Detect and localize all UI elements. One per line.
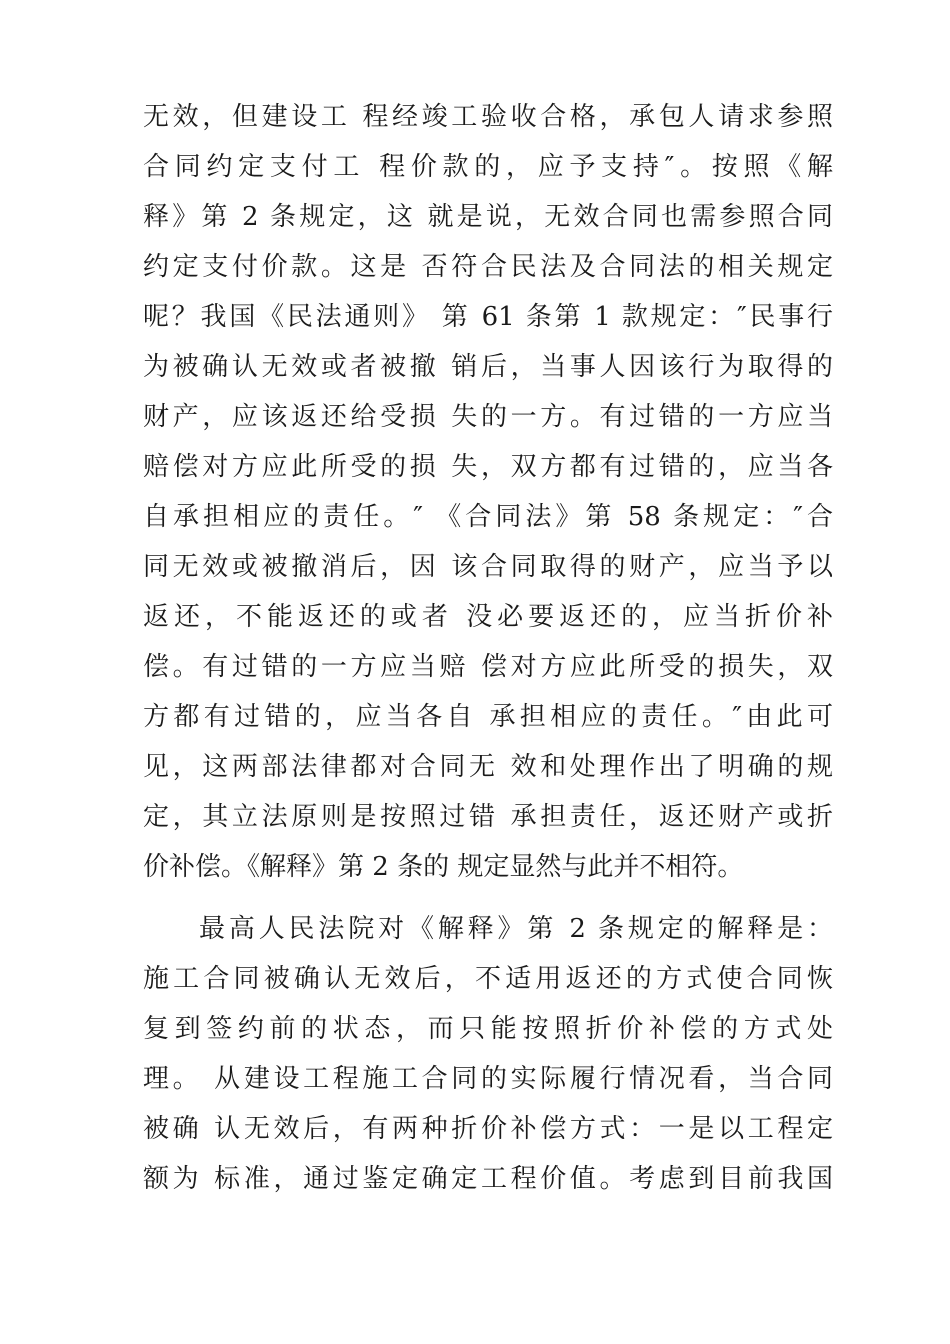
paragraph-1 (143, 92, 833, 892)
text-line: 理。 从建设工程施工合同的实际履行情况看，当合同 (143, 1064, 833, 1094)
body-text (143, 92, 833, 1204)
text-line: 返还，不能返还的或者 没必要返还的，应当折价补 (143, 602, 833, 632)
paragraph-2 (143, 904, 833, 1204)
text-line: 为被确认无效或者被撤 销后，当事人因该行为取得的 (143, 352, 833, 382)
text-line: 额为 标准，通过鉴定确定工程价值。考虑到目前我国 (143, 1164, 833, 1194)
paragraph-gap (143, 892, 833, 904)
text-line: 价补偿。《解释》第 2 条的 规定显然与此并不相符。 (143, 852, 744, 882)
text-line: 方都有过错的，应当各自 承担相应的责任。″由此可 (143, 702, 833, 732)
text-line: 施工合同被确认无效后，不适用返还的方式使合同恢 (143, 964, 833, 994)
text-line: 合同约定支付工 程价款的，应予支持″。按照《解 (143, 152, 833, 182)
text-line: 同无效或被撤消后，因 该合同取得的财产，应当予以 (143, 552, 833, 582)
text-line: 被确 认无效后，有两种折价补偿方式：一是以工程定 (143, 1114, 833, 1144)
text-line: 偿。有过错的一方应当赔 偿对方应此所受的损失，双 (143, 652, 833, 682)
text-line: 复到签约前的状态，而只能按照折价补偿的方式处 (143, 1014, 833, 1044)
text-line: 财产，应该返还给受损 失的一方。有过错的一方应当 (143, 402, 833, 432)
text-line: 呢？我国《民法通则》 第 61 条第 1 款规定：″民事行 (143, 302, 833, 332)
text-line: 自承担相应的责任。″ 《合同法》第 58 条规定：″合 (143, 502, 833, 532)
text-line: 定，其立法原则是按照过错 承担责任，返还财产或折 (143, 802, 833, 832)
text-line: 释》第 2 条规定，这 就是说，无效合同也需参照合同 (143, 202, 833, 232)
text-line: 无效，但建设工 程经竣工验收合格，承包人请求参照 (143, 102, 833, 132)
text-line: 赔偿对方应此所受的损 失，双方都有过错的，应当各 (143, 452, 833, 482)
text-line: 最高人民法院对《解释》第 2 条规定的解释是： (199, 914, 833, 944)
text-line: 见，这两部法律都对合同无 效和处理作出了明确的规 (143, 752, 833, 782)
text-line: 约定支付价款。这是 否符合民法及合同法的相关规定 (143, 252, 833, 282)
